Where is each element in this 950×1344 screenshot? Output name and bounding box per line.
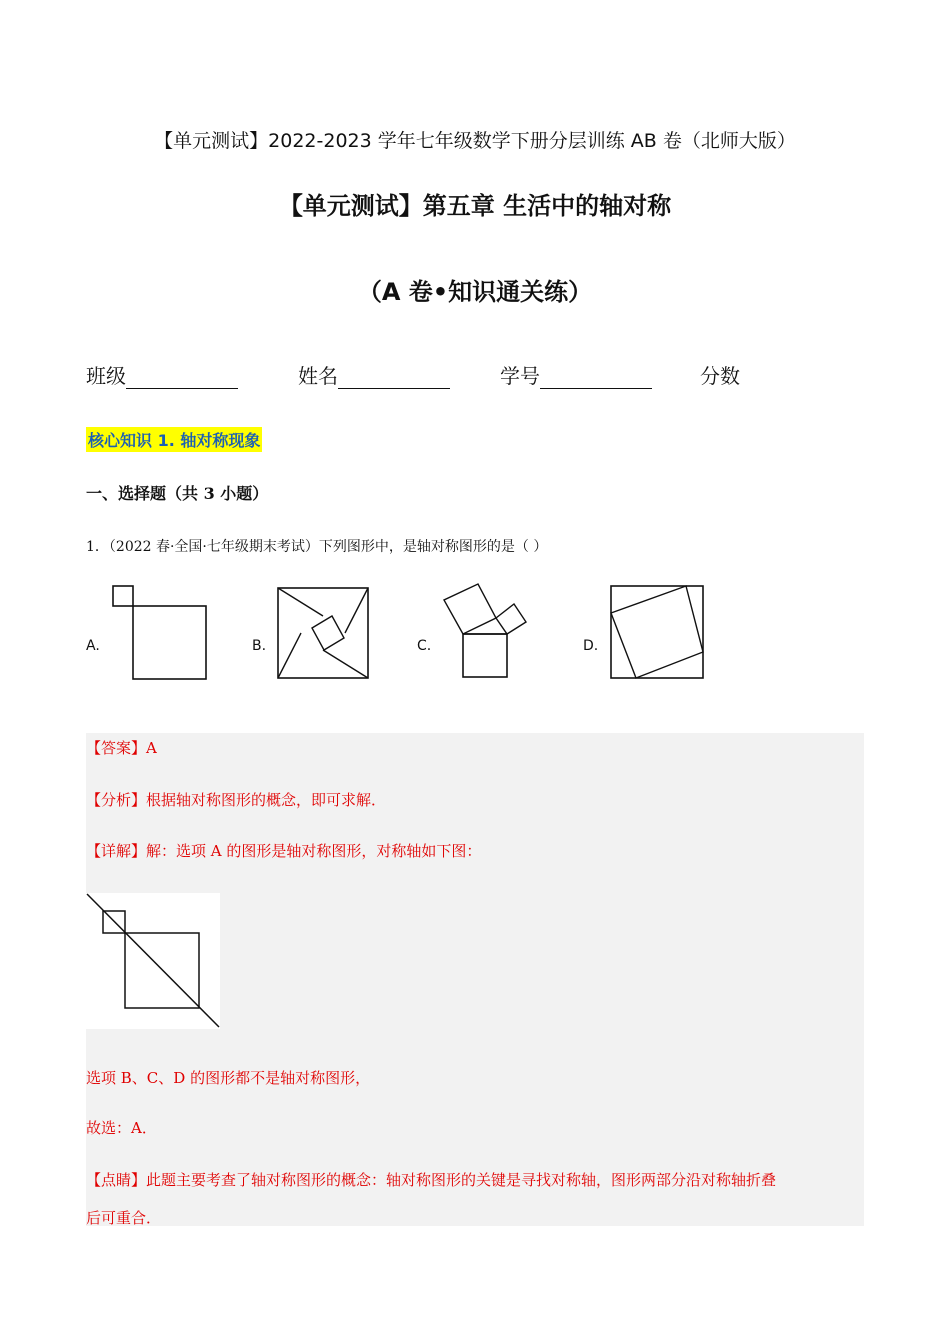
option-d-label: D. (583, 638, 599, 654)
series-title: 【单元测试】2022-2023 学年七年级数学下册分层训练 AB 卷（北师大版） (154, 130, 796, 152)
knowledge-point-heading: 核心知识 1. 轴对称现象 (86, 427, 262, 452)
section-heading: 一、选择题（共 3 小题） (86, 484, 269, 503)
class-label: 班级 (86, 364, 126, 388)
symmetry-axis-figure (86, 893, 220, 1029)
answer-line: 【答案】A (86, 739, 157, 757)
option-c-figure (440, 582, 530, 680)
name-blank[interactable] (338, 366, 450, 389)
comment-line-2: 后可重合． (86, 1209, 162, 1227)
class-blank[interactable] (126, 366, 238, 389)
option-d-figure (608, 584, 706, 680)
option-a-label: A. (86, 638, 100, 654)
score-field (700, 360, 740, 389)
name-label: 姓名 (298, 364, 338, 388)
detail-line: 【详解】解：选项 A 的图形是轴对称图形，对称轴如下图： (86, 842, 482, 860)
volume-title: （A 卷•知识通关练） (357, 278, 593, 306)
option-a-figure (110, 584, 210, 682)
id-field[interactable] (500, 360, 652, 389)
id-blank[interactable] (540, 366, 652, 389)
option-b-figure (276, 586, 370, 680)
question-text: 1．（2022 春·全国·七年级期末考试）下列图形中，是轴对称图形的是（ ） (86, 539, 548, 555)
score-label: 分数 (700, 364, 740, 388)
class-field[interactable] (86, 360, 238, 389)
choice-line: 故选：A． (86, 1119, 157, 1137)
chapter-title: 【单元测试】第五章 生活中的轴对称 (278, 192, 672, 220)
option-b-label: B. (252, 638, 267, 654)
name-field[interactable] (298, 360, 450, 389)
id-label: 学号 (500, 364, 540, 388)
analysis-line: 【分析】根据轴对称图形的概念，即可求解． (86, 791, 387, 809)
option-c-label: C. (417, 638, 432, 654)
conclusion-line: 选项 B、C、D 的图形都不是轴对称图形， (86, 1069, 371, 1087)
comment-line-1: 【点睛】此题主要考查了轴对称图形的概念：轴对称图形的关键是寻找对称轴，图形两部分沿对称轴折叠 (86, 1171, 777, 1189)
